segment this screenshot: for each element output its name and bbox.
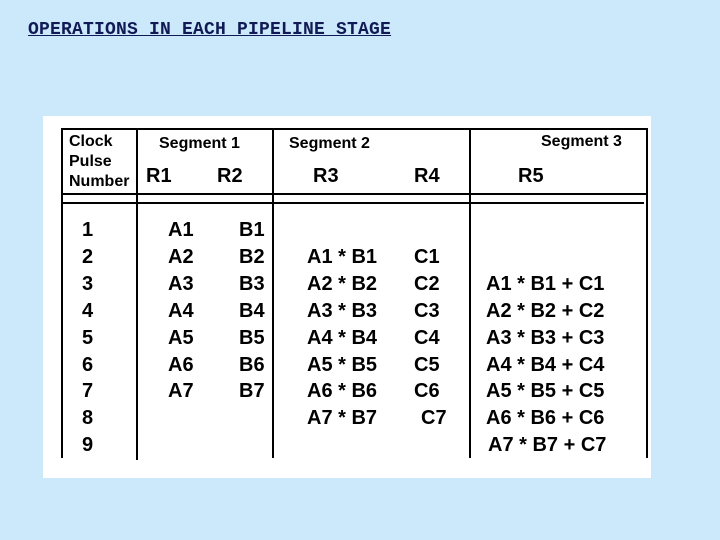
cell-r2: B2 (239, 245, 265, 268)
cell-clock: 8 (82, 407, 94, 430)
cell-r1: A5 (168, 326, 194, 349)
cell-r1: A7 (168, 380, 194, 403)
cell-r4: C2 (414, 272, 440, 295)
cell-clock: 5 (82, 326, 94, 349)
cell-r5: A2 * B2 + C2 (486, 299, 605, 322)
cell-r4: C3 (414, 299, 440, 322)
cell-r4: C6 (414, 380, 440, 403)
column-divider (136, 128, 138, 460)
cell-r3: A5 * B5 (307, 353, 378, 376)
cell-r3: A7 * B7 (307, 407, 378, 430)
cell-clock: 6 (82, 353, 94, 376)
cell-clock: 3 (82, 272, 94, 295)
register-header: R2 (217, 165, 243, 187)
cell-r1: A6 (168, 353, 194, 376)
slide-title: OPERATIONS IN EACH PIPELINE STAGE (28, 20, 392, 40)
cell-clock: 4 (82, 299, 94, 322)
cell-r1: A2 (168, 245, 194, 268)
register-header: R3 (313, 165, 339, 187)
cell-r4: C7 (421, 407, 447, 430)
segment3-header: Segment 3 (541, 133, 622, 150)
header-rule (61, 193, 648, 195)
cell-r2: B5 (239, 326, 265, 349)
cell-r2: B3 (239, 272, 265, 295)
segment2-header: Segment 2 (289, 135, 370, 152)
column-divider (469, 128, 471, 458)
cell-r2: B4 (239, 299, 265, 322)
cell-r4: C5 (414, 353, 440, 376)
cell-r2: B6 (239, 353, 265, 376)
register-header: R1 (146, 165, 172, 187)
column-divider (272, 128, 274, 458)
cell-r5: A6 * B6 + C6 (486, 407, 605, 430)
cell-clock: 7 (82, 380, 94, 403)
cell-r3: A1 * B1 (307, 245, 378, 268)
cell-r1: A3 (168, 272, 194, 295)
cell-r5: A4 * B4 + C4 (486, 353, 605, 376)
cell-r3: A2 * B2 (307, 272, 378, 295)
cell-r1: A4 (168, 299, 194, 322)
cell-r3: A6 * B6 (307, 380, 378, 403)
segment1-header: Segment 1 (159, 135, 240, 152)
cell-r1: A1 (168, 219, 194, 241)
cell-clock: 1 (82, 219, 94, 241)
clock-header: Clock Pulse Number (69, 133, 130, 190)
cell-r5: A3 * B3 + C3 (486, 326, 605, 349)
pipeline-table-image (43, 116, 651, 478)
header-rule (61, 202, 644, 204)
cell-r3: A3 * B3 (307, 299, 378, 322)
cell-r2: B1 (239, 219, 265, 241)
cell-r2: B7 (239, 380, 265, 403)
cell-r5: A7 * B7 + C7 (488, 434, 607, 457)
cell-clock: 9 (82, 434, 94, 457)
cell-r5: A5 * B5 + C5 (486, 380, 605, 403)
register-header: R5 (518, 165, 544, 187)
cell-r4: C1 (414, 245, 440, 268)
register-header: R4 (414, 165, 440, 187)
cell-clock: 2 (82, 245, 94, 268)
cell-r3: A4 * B4 (307, 326, 378, 349)
cell-r5: A1 * B1 + C1 (486, 272, 605, 295)
cell-r4: C4 (414, 326, 440, 349)
